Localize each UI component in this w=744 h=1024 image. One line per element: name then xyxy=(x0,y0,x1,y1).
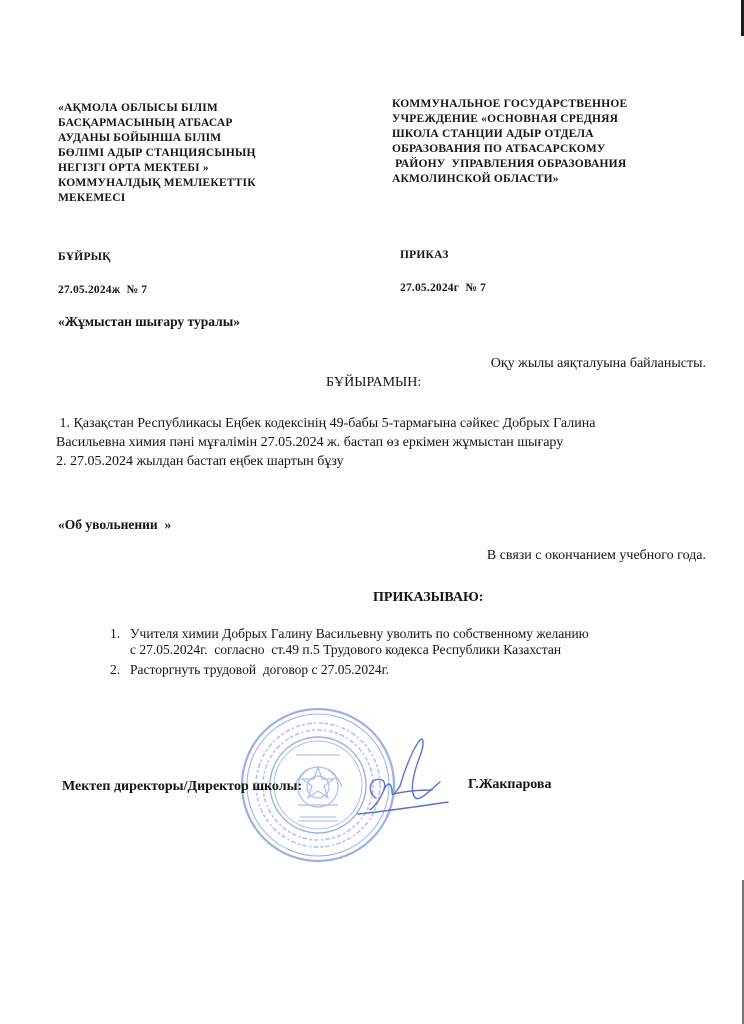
kz-order-date: 27.05.2024ж № 7 xyxy=(58,284,148,296)
kz-item-1-line-2: Васильевна химия пәні мұғалімін 27.05.2024 ж. бастап өз еркімен жұмыстан шығару xyxy=(56,435,564,450)
kz-org-line: НЕГІЗГІ ОРТА МЕКТЕБІ » xyxy=(58,162,209,174)
kz-org-line: БАСҚАРМАСЫНЫҢ АТБАСАР xyxy=(58,117,233,129)
ru-order-item-1 xyxy=(110,626,720,660)
ru-org-line: УЧРЕЖДЕНИЕ «ОСНОВНАЯ СРЕДНЯЯ xyxy=(392,113,619,125)
signatory-name: Г.Жакпарова xyxy=(468,777,552,792)
signature-position: Мектеп директоры/Директор школы: xyxy=(62,779,303,794)
list-item-number: 2. xyxy=(110,662,121,677)
kz-order-reason: Оқу жылы аяқталуына байланысты. xyxy=(490,356,706,371)
ru-order-date: 27.05.2024г № 7 xyxy=(400,282,487,294)
list-item-line: Расторгнуть трудовой договор с 27.05.2024г. xyxy=(130,662,390,677)
ru-organization-header xyxy=(392,97,627,187)
ru-order-command: ПРИКАЗЫВАЮ: xyxy=(373,590,484,605)
list-item-number: 1. xyxy=(110,626,121,641)
ru-order-subject: «Об увольнении » xyxy=(58,517,172,532)
list-item-line: Учителя химии Добрых Галину Васильевну уволить по собственному желанию xyxy=(130,626,589,641)
kz-org-line: МЕКЕМЕСІ xyxy=(58,192,126,204)
kz-item-1-line-1: 1. Қазақстан Республикасы Еңбек кодексінің 49-бабы 5-тармағына сәйкес Добрых Галина xyxy=(56,416,596,431)
ru-org-line: РАЙОНУ УПРАВЛЕНИЯ ОБРАЗОВАНИЯ xyxy=(392,158,627,170)
kz-org-line: КОММУНАЛДЫҚ МЕМЛЕКЕТТІК xyxy=(58,177,256,189)
kz-org-line: «АҚМОЛА ОБЛЫСЫ БІЛІМ xyxy=(58,102,218,114)
list-item-line: с 27.05.2024г. согласно ст.49 п.5 Трудового кодекса Республики Казахстан xyxy=(130,642,562,657)
ru-org-line: ОБРАЗОВАНИЯ ПО АТБАСАРСКОМУ xyxy=(392,143,606,155)
ru-org-line: ШКОЛА СТАНЦИИ АДЫР ОТДЕЛА xyxy=(392,128,594,140)
kz-order-command: БҰЙЫРАМЫН: xyxy=(326,375,422,390)
kz-item-2: 2. 27.05.2024 жылдан бастап еңбек шартын бұзу xyxy=(56,454,344,469)
ru-order-title: ПРИКАЗ xyxy=(400,249,449,261)
kz-order-subject: «Жұмыстан шығару туралы» xyxy=(58,314,240,329)
kz-organization-header xyxy=(58,101,256,206)
ru-order-reason: В связи с окончанием учебного года. xyxy=(486,548,706,563)
ru-org-line: КОММУНАЛЬНОЕ ГОСУДАРСТВЕННОЕ xyxy=(392,98,628,110)
kz-org-line: АУДАНЫ БОЙЫНША БІЛІМ xyxy=(58,132,222,144)
kz-org-line: БӨЛІМІ АДЫР СТАНЦИЯСЫНЫҢ xyxy=(58,147,256,159)
kz-order-title: БҰЙРЫҚ xyxy=(58,251,111,263)
handwritten-signature xyxy=(348,732,458,822)
ru-order-item-2 xyxy=(110,662,720,679)
ru-org-line: АКМОЛИНСКОЙ ОБЛАСТИ» xyxy=(392,173,559,185)
